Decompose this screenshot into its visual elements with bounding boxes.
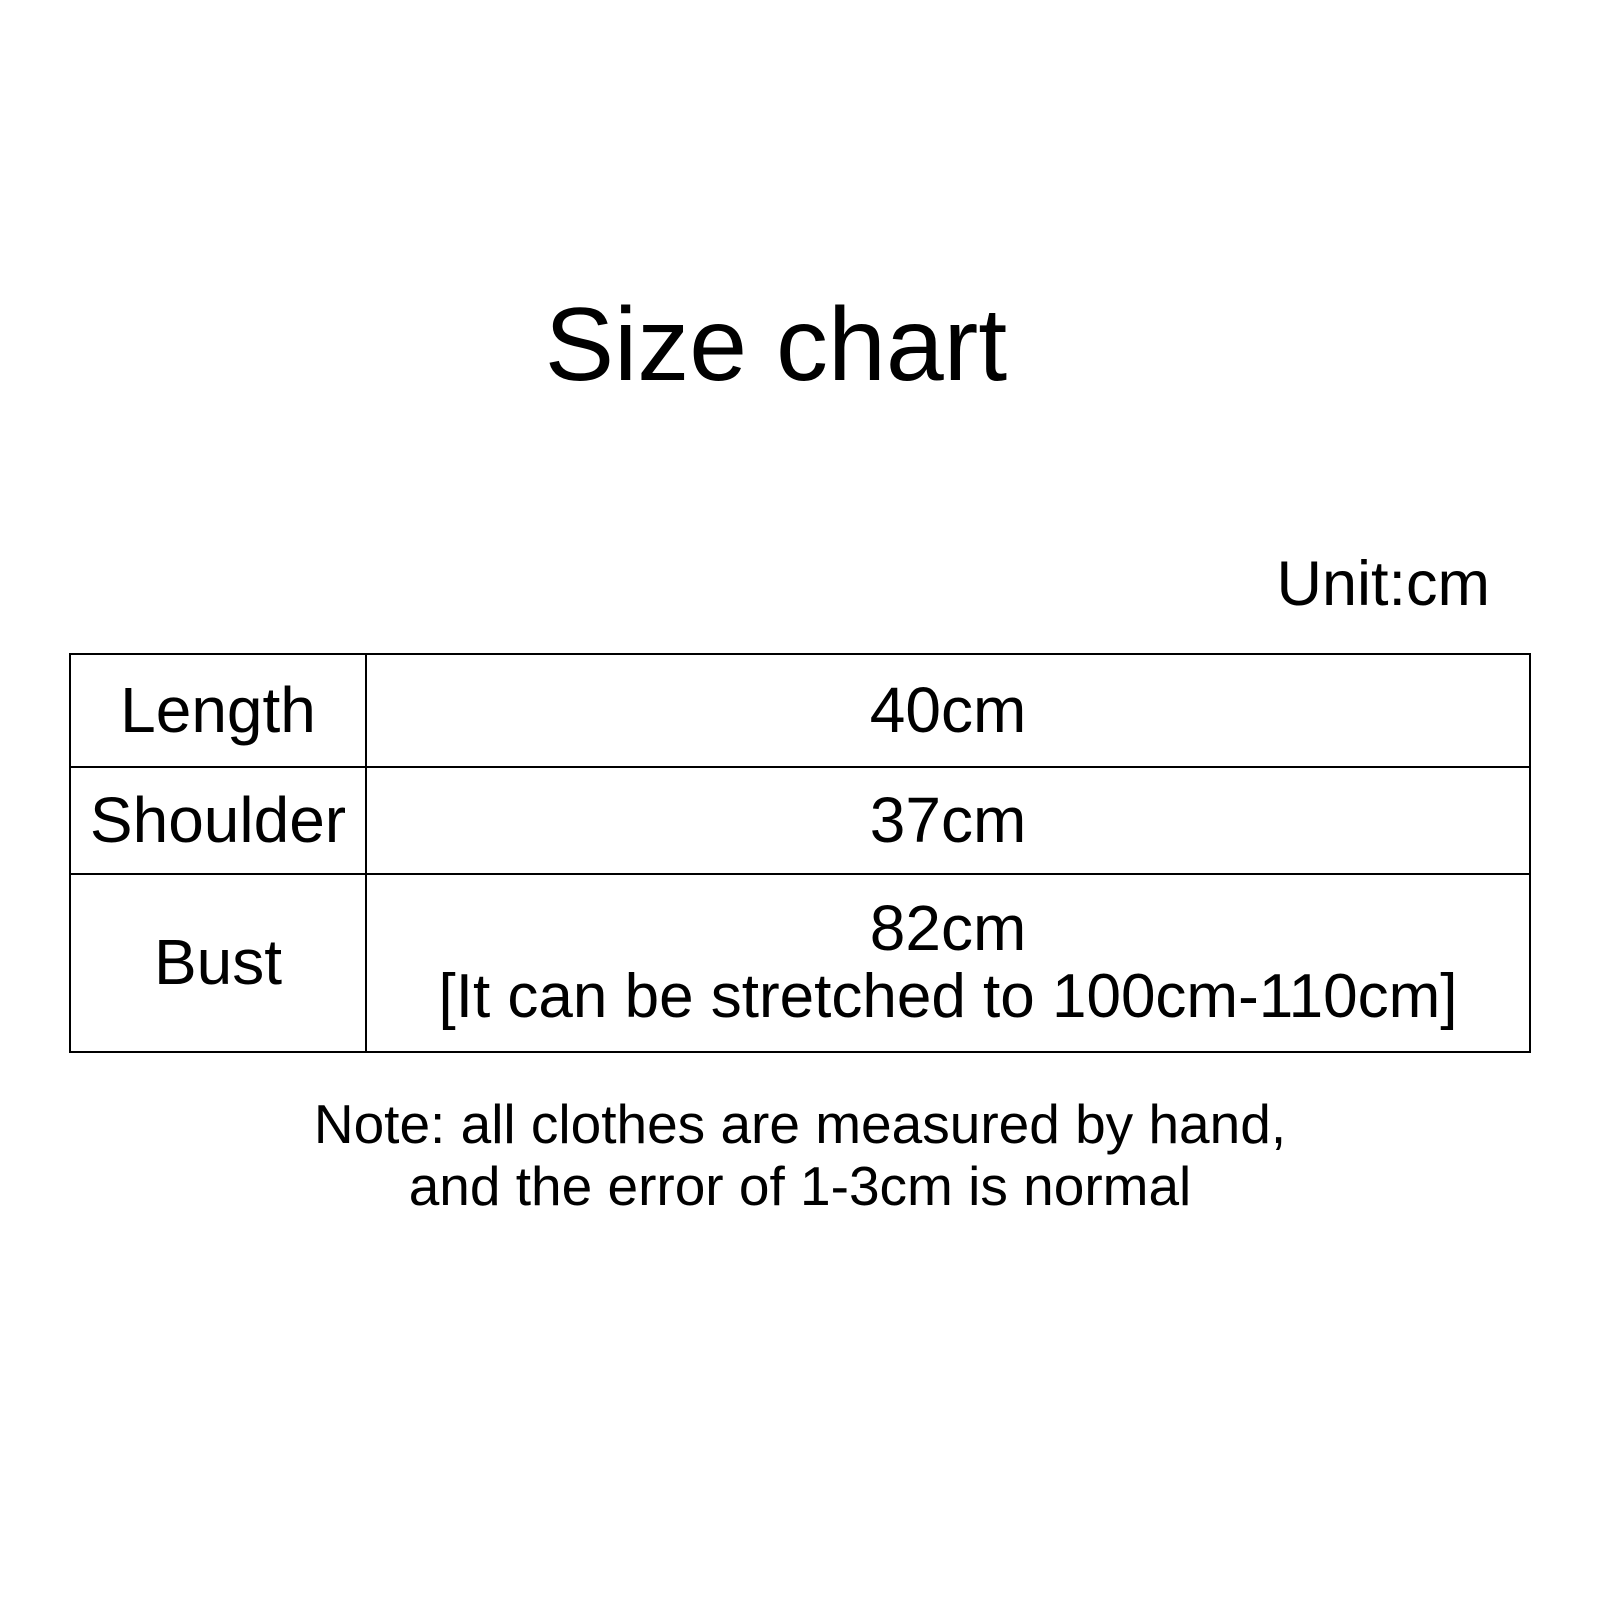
- measurement-note: [0, 1094, 1600, 1217]
- page-title: Size chart: [544, 287, 1008, 403]
- table-row-shoulder: [70, 767, 1530, 874]
- unit-label: Unit:cm: [1276, 549, 1490, 619]
- table-row-length: [70, 654, 1530, 767]
- size-table: [69, 653, 1531, 1053]
- shoulder-value: 37cm: [366, 767, 1530, 874]
- length-label: Length: [70, 654, 366, 767]
- length-value: 40cm: [366, 654, 1530, 767]
- bust-stretch-note: [It can be stretched to 100cm-110cm]: [438, 961, 1458, 1031]
- bust-label: Bust: [70, 874, 366, 1052]
- note-line-1: Note: all clothes are measured by hand,: [313, 1093, 1287, 1155]
- shoulder-label: Shoulder: [70, 767, 366, 874]
- note-line-2: and the error of 1-3cm is normal: [408, 1154, 1192, 1217]
- table-row-bust: [70, 874, 1530, 1052]
- bust-value-cell: [366, 874, 1530, 1052]
- bust-value: 82cm: [869, 892, 1027, 965]
